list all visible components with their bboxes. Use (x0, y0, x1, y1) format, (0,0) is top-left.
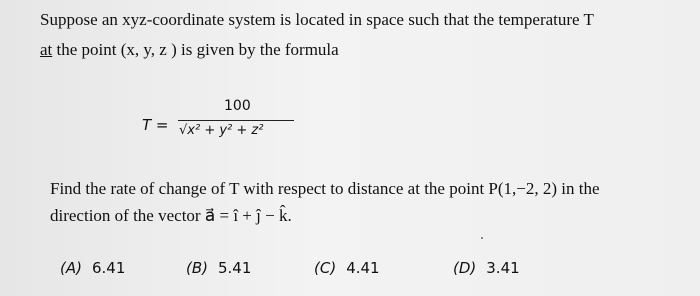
choice-c-label: (C) (314, 259, 337, 277)
intro-line-2-text: the point (x, y, z ) is given by the formula (52, 40, 339, 59)
choice-b[interactable] (186, 259, 251, 277)
choice-c[interactable] (314, 259, 380, 277)
dust-speck (481, 237, 483, 239)
choice-d-label: (D) (453, 259, 477, 277)
temperature-formula (142, 94, 312, 158)
question-line-1: Find the rate of change of T with respect to distance at the point P(1,−2, 2) in the (50, 179, 600, 198)
intro-line-1: Suppose an xyz-coordinate system is located in space such that the temperature T (40, 10, 594, 29)
choice-b-value: 5.41 (218, 259, 252, 277)
intro-underlined-word: at (40, 40, 53, 59)
formula-lhs: T = (142, 116, 169, 134)
intro-line-2 (40, 40, 339, 60)
formula-denominator: √x² + y² + z² (179, 123, 264, 138)
choice-b-label: (B) (186, 259, 208, 277)
choice-d[interactable] (453, 259, 520, 277)
choice-a-value: 6.41 (91, 259, 126, 277)
choice-d-value: 3.41 (486, 259, 520, 277)
choice-c-value: 4.41 (346, 259, 380, 277)
choice-a[interactable] (60, 259, 125, 277)
question-line-2: direction of the vector a⃗ = î + ĵ − k̂. (50, 206, 292, 225)
fraction-bar (178, 120, 294, 121)
choice-a-label: (A) (60, 259, 82, 277)
formula-numerator: 100 (224, 98, 251, 114)
